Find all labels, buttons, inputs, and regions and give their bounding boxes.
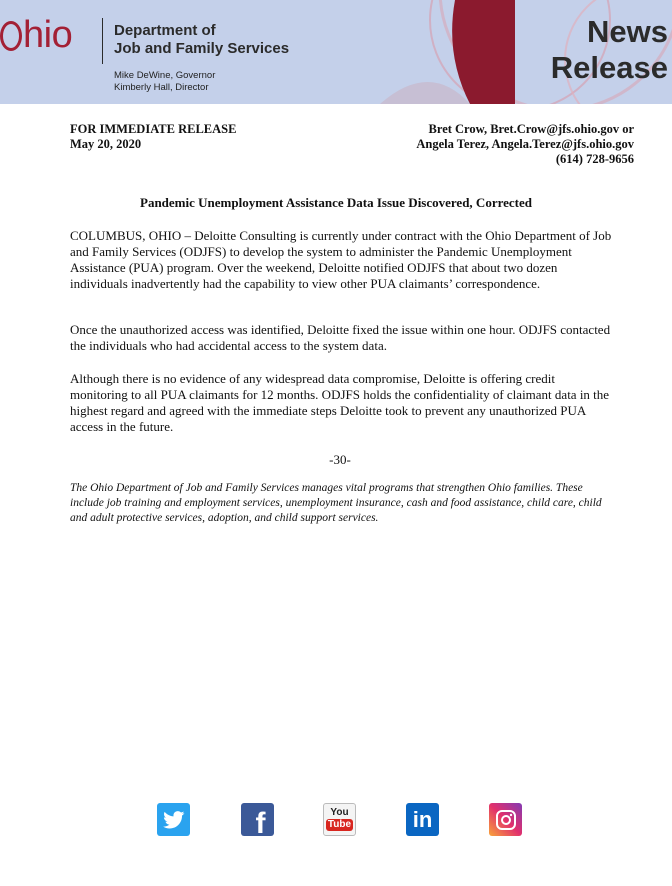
twitter-icon[interactable] xyxy=(157,803,190,836)
header-banner xyxy=(0,0,672,104)
instagram-camera-glyph xyxy=(495,809,517,831)
body-paragraph-2 xyxy=(70,322,615,354)
ohio-logo-text: hio xyxy=(23,14,73,56)
facebook-glyph: f xyxy=(255,806,266,836)
paragraph-text: COLUMBUS, OHIO – Deloitte Consulting is currently under contract with the Ohio Department of Job and Family Services (ODJFS) to develop the system to administer the Pandemic Unemployment Assistance (PUA) program. Over the weekend, Deloitte notified ODJFS that about two dozen individuals inadvertently had the capability to view other PUA claimants’ correspondence. xyxy=(70,228,612,291)
ohio-logo xyxy=(0,16,72,54)
boilerplate: The Ohio Department of Job and Family Services manages vital programs that strengthen Ohio families. These include job training and employment services, unemployment insurance, cash and food assistance, child care, child and adult protective services, adoption, and child support services. xyxy=(70,482,602,524)
news-line-2: Release xyxy=(550,50,668,85)
department-line-2: Job and Family Services xyxy=(114,40,290,57)
body-paragraph-1 xyxy=(70,228,615,292)
department-name xyxy=(114,22,289,58)
release-date: May 20, 2020 xyxy=(70,137,142,151)
news-line-1: News xyxy=(587,14,668,49)
twitter-bird-glyph xyxy=(163,811,185,829)
linkedin-glyph: in xyxy=(412,806,433,832)
director-name: Kimberly Hall, Director xyxy=(114,82,209,93)
youtube-text-bottom: Tube xyxy=(327,819,352,830)
department-line-1: Department of xyxy=(114,22,216,39)
youtube-logo xyxy=(326,808,353,831)
paragraph-text: Although there is no evidence of any widespread data compromise, Deloitte is offering credit monitoring to all PUA claimants for 12 months. ODJFS holds the confidentiality of claimant data in the highest regard and agreed with the immediate steps Deloitte took to prevent any unauthorized PUA access in the future. xyxy=(70,371,610,434)
news-release-title xyxy=(551,14,668,86)
facebook-icon[interactable] xyxy=(241,803,274,836)
youtube-text-top: You xyxy=(330,807,349,818)
contact-info xyxy=(416,122,634,167)
body-paragraph-3 xyxy=(70,371,615,435)
logo-divider xyxy=(102,18,103,64)
social-links xyxy=(0,803,672,837)
governor-name: Mike DeWine, Governor xyxy=(114,70,216,81)
contact-line-1: Bret Crow, Bret.Crow@jfs.ohio.gov or xyxy=(428,122,634,136)
release-label: FOR IMMEDIATE RELEASE xyxy=(70,122,237,136)
instagram-icon[interactable] xyxy=(489,803,522,836)
ohio-logo-o-mark xyxy=(0,21,22,51)
paragraph-text: Once the unauthorized access was identified, Deloitte fixed the issue within one hour. ODJFS contacted the individuals who had accidental access to the system data. xyxy=(70,322,611,353)
end-mark: -30- xyxy=(329,452,351,467)
officials xyxy=(114,70,215,94)
contact-line-2: Angela Terez, Angela.Terez@jfs.ohio.gov xyxy=(416,137,634,151)
release-info xyxy=(70,122,236,152)
linkedin-icon[interactable] xyxy=(406,803,439,836)
headline: Pandemic Unemployment Assistance Data Issue Discovered, Corrected xyxy=(140,195,532,210)
contact-phone: (614) 728-9656 xyxy=(555,152,634,166)
youtube-icon[interactable] xyxy=(323,803,356,836)
